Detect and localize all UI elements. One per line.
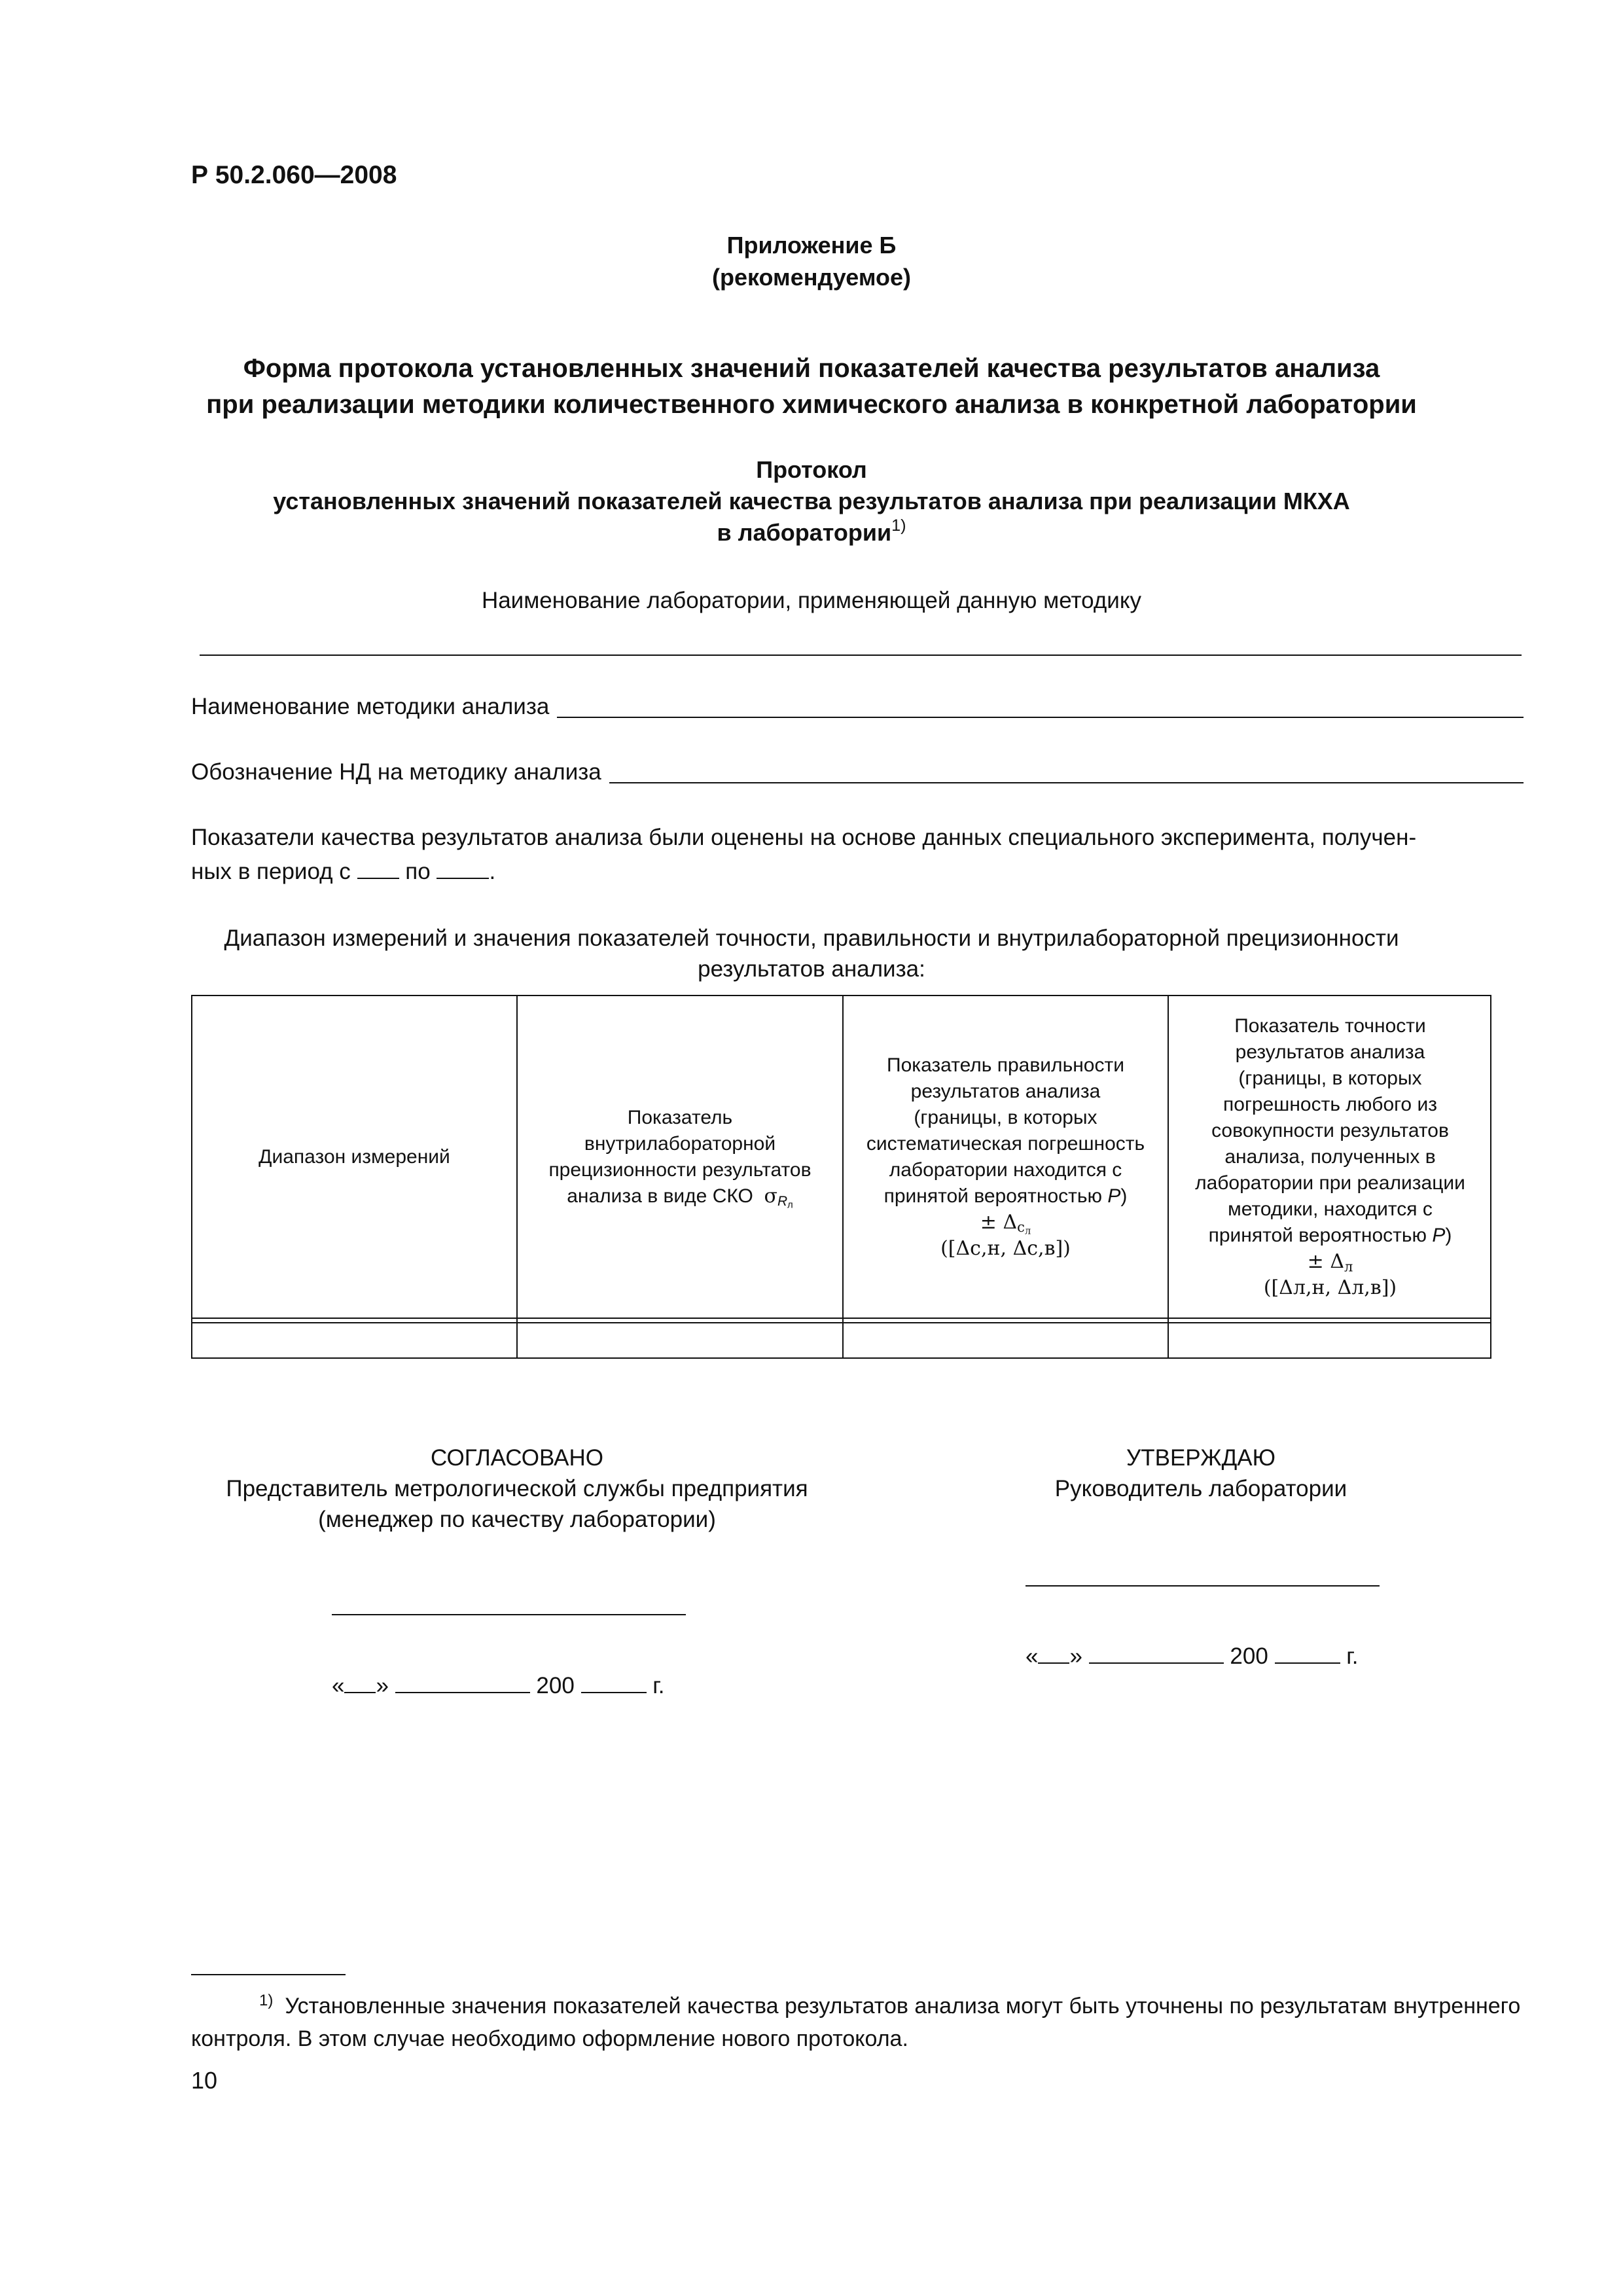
indicators-text-1: Показатели качества результатов анализа были оценены на основе данных специального эксперимента, получен- [191,825,1417,850]
agreed-year-prefix: 200 [536,1673,575,1698]
agreed-line-1: Представитель метрологической службы предприятия [226,1476,808,1501]
page-number: 10 [191,2067,218,2094]
approve-title: УТВЕРЖДАЮ [1126,1445,1275,1471]
agreed-block [157,1443,877,1535]
protocol-line-2 [0,517,1623,548]
nd-row [191,759,1524,785]
table-header-divider [192,1318,1490,1319]
table-cell-accuracy[interactable] [1169,1323,1491,1359]
period-end-blank[interactable] [437,878,489,879]
probability-symbol: P [1432,1224,1446,1246]
trueness-formula: ± Δ [980,1210,1018,1234]
date-open-quote: « [332,1673,345,1698]
table-cell-trueness[interactable] [844,1323,1168,1359]
indicators-text-2: ных в период с [191,859,351,884]
header-trueness-line: принятой вероятностью [883,1185,1103,1207]
protocol-line-1: установленных значений показателей качества результатов анализа при реализации МКХА [273,488,1350,514]
approve-month-blank[interactable] [1089,1662,1224,1664]
appendix-title: Приложение Б [726,232,897,259]
date-close-quote: » [1069,1643,1082,1669]
protocol-footnote-ref: 1) [891,516,906,535]
header-trueness-line: лаборатории находится с [889,1158,1122,1181]
lab-name-fill-line[interactable] [200,655,1522,656]
approve-signature-line[interactable] [1026,1585,1380,1587]
indicators-text-3: по [405,859,431,884]
header-trueness-line: Показатель правильности [887,1054,1124,1076]
header-precision-line: анализа в виде СКО [567,1185,753,1207]
table-cell-range[interactable] [192,1323,516,1359]
period-start-blank[interactable] [357,878,399,879]
range-caption-line-2: результатов анализа: [698,956,925,982]
protocol-heading [0,454,1623,548]
closing-paren: ) [1120,1185,1128,1207]
indicators-paragraph [191,821,1524,889]
approve-year-prefix: 200 [1230,1643,1268,1669]
header-accuracy-line: (границы, в которых [1238,1067,1422,1089]
closing-paren: ) [1445,1224,1452,1246]
sigma-subsubscript: л [787,1200,793,1211]
agreed-year-blank[interactable] [581,1692,647,1693]
footnote [191,1984,1524,2055]
nd-label: Обозначение НД на методику анализа [191,759,601,785]
accuracy-formula: ± Δ [1307,1249,1344,1273]
agreed-month-blank[interactable] [395,1692,530,1693]
header-trueness-line: систематическая погрешность [866,1132,1145,1155]
appendix-heading [0,229,1623,293]
method-name-row [191,694,1524,720]
sigma-subscript: R [777,1193,788,1209]
header-precision-line: прецизионности результатов [548,1158,812,1181]
header-measurement-range: Диапазон измерений [259,1145,450,1168]
agreed-year-suffix: г. [652,1673,665,1698]
indicators-text-4: . [489,859,496,884]
date-close-quote: » [376,1673,389,1698]
header-accuracy-line: принятой вероятностью [1208,1224,1427,1246]
agreed-day-blank[interactable] [344,1692,376,1693]
appendix-status: (рекомендуемое) [712,264,911,291]
agreed-title: СОГЛАСОВАНО [430,1445,604,1471]
protocol-line-2-text: в лаборатории [717,519,892,546]
accuracy-formula-sub: л [1344,1258,1353,1274]
probability-symbol: P [1107,1185,1121,1207]
header-trueness-line: результатов анализа [910,1080,1101,1102]
range-caption [0,923,1623,984]
header-accuracy-line: погрешность любого из [1223,1093,1437,1115]
footnote-separator [191,1974,346,1975]
form-title-line-1: Форма протокола установленных значений показателей качества результатов анализа [243,354,1380,383]
approve-year-suffix: г. [1346,1643,1359,1669]
agreed-line-2: (менеджер по качеству лаборатории) [318,1507,716,1532]
form-title [0,351,1623,423]
header-accuracy-line: совокупности результатов [1211,1119,1449,1141]
accuracy-bounds-formula: ([Δл,н, Δл,в]) [1263,1276,1397,1299]
protocol-title: Протокол [756,456,867,483]
header-accuracy-line: методики, находится с [1228,1198,1433,1220]
header-precision [518,996,842,1318]
approve-day-blank[interactable] [1038,1662,1069,1664]
header-accuracy-line: лаборатории при реализации [1195,1172,1465,1194]
header-precision-line: Показатель [627,1106,733,1128]
approve-block [929,1443,1472,1504]
header-trueness [844,996,1168,1318]
approve-line-1: Руководитель лаборатории [1054,1476,1347,1501]
header-accuracy-line: анализа, полученных в [1224,1145,1436,1168]
sigma-symbol: σ [764,1184,777,1208]
results-table [191,995,1491,1359]
trueness-bounds-formula: ([Δс,н, Δс,в]) [940,1236,1071,1260]
method-name-fill-line[interactable] [557,716,1524,718]
approve-year-blank[interactable] [1275,1662,1340,1664]
range-caption-line-1: Диапазон измерений и значения показателей точности, правильности и внутрилабораторной прецизионности [224,925,1399,951]
footnote-mark: 1) [259,1992,274,2009]
document-code: Р 50.2.060—2008 [191,161,397,189]
trueness-formula-subsub: л [1024,1225,1031,1237]
header-precision-line: внутрилабораторной [584,1132,776,1155]
footnote-text: Установленные значения показателей качества результатов анализа могут быть уточнены по результатам внутреннего контроля. В этом случае необходимо оформление нового протокола. [191,1994,1521,2051]
header-accuracy-line: результатов анализа [1235,1041,1425,1063]
date-open-quote: « [1026,1643,1039,1669]
header-accuracy-line: Показатель точности [1234,1014,1426,1037]
lab-name-label: Наименование лаборатории, применяющей данную методику [481,588,1142,613]
nd-fill-line[interactable] [609,781,1524,783]
header-accuracy [1169,996,1491,1318]
agreed-signature-line[interactable] [332,1614,686,1615]
form-title-line-2: при реализации методики количественного химического анализа в конкретной лаборатории [206,390,1417,419]
trueness-formula-sub: с [1017,1219,1025,1235]
approve-date [1026,1643,1359,1670]
agreed-date [332,1673,665,1699]
table-cell-precision[interactable] [518,1323,842,1359]
method-name-label: Наименование методики анализа [191,694,550,719]
header-trueness-line: (границы, в которых [914,1106,1097,1128]
